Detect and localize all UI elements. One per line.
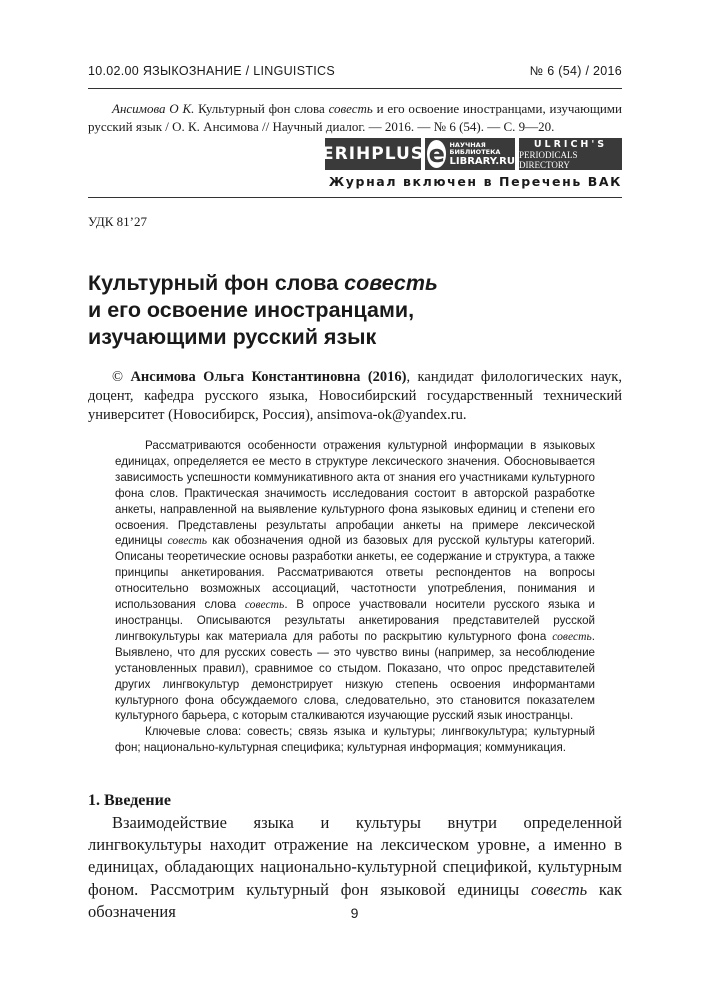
ulrichs-logo: ULRICH'S PERIODICALS DIRECTORY: [519, 138, 622, 170]
abstract-text: Рассматриваются особенности отражения культурной информации в языковых единицах, определяется ее место в структуре лексического значения. Обосновывается зависимость успешности коммуникативного акта от знания его участниками культурного фона слов. Практическая значимость исследования состоит в авторской разработке анкеты, направленной на выявление культурного фона языковых единиц и степени его освоения. Представлены результаты апробации анкеты на примере лексической единицы совесть как обозначения одной из базовых для русской культуры категорий. Описаны теоретические основы разработки анкеты, ее содержание и структура, а также принципы анкетирования. Рассматриваются ответы респондентов на вопросы относительно возможных ассоциаций, частотности употребления, понимания и использования слова совесть. В опросе участвовали носители русского языка и иностранцы. Описываются результаты анкетирования представителей русской лингвокультуры как материала для работы по раскрытию культурного фона совесть. Выявлено, что для русских совесть — это чувство вины (например, за несоблюдение установленных правил), сравнимое со стыдом. Показано, что опрос представителей других лингвокультур демонстрирует низкую степень освоения информантами культурного фона обсуждаемого слова, следовательно, это становится показателем культурного барьера, с которым сталкиваются изучающие русский язык иностранцы.: [115, 439, 595, 723]
header-rule: [88, 88, 622, 89]
citation: Ансимова О К. Культурный фон слова совесть и его освоение иностранцами, изучающими русский язык / О. К. Ансимова // Научный диалог. — 2016. — № 6 (54). — С. 9—20.: [88, 101, 622, 134]
vak-rule: [88, 197, 622, 198]
page-number: 9: [350, 905, 359, 921]
header-section: 10.02.00 ЯЗЫКОЗНАНИЕ / LINGUISTICS: [88, 64, 336, 78]
body-paragraph: Взаимодействие языка и культуры внутри определенной лингвокультуры находит отражение на лексическом уровне, а именно в единицах, обладающих национально-культурной спецификой, культурным фоном. Рассмотрим культурный фон языковой единицы совесть как обозначения: [88, 813, 622, 921]
header-issue: № 6 (54) / 2016: [529, 64, 622, 78]
elibrary-logo: e НАУЧНАЯ БИБЛИОТЕКА LIBRARY.RU: [425, 138, 515, 170]
udk-code: УДК 81’27: [88, 214, 148, 229]
elibrary-e-icon: e: [428, 140, 445, 168]
vak-notice: Журнал включен в Перечень ВАК: [328, 174, 622, 189]
running-header: [88, 64, 622, 78]
abstract: [115, 438, 595, 756]
citation-author: Ансимова О К.: [112, 101, 195, 116]
indexing-logos: [322, 138, 622, 170]
author-info: © Ансимова Ольга Константиновна (2016), кандидат филологических наук, доцент, кафедра русского языка, Новосибирский государственный технический университет (Новосибирск, Россия), ansimova-ok@yandex.ru.: [88, 369, 622, 423]
keywords: Ключевые слова: совесть; связь языка и культуры; лингвокультура; культурный фон; национально-культурная специфика; культурная информация; коммуникация.: [115, 725, 595, 755]
section-heading: 1. Введение: [88, 792, 171, 809]
article-title: Культурный фон слова совесть и его освоение иностранцами, изучающими русский язык: [88, 271, 438, 349]
author-name: Ансимова Ольга Константиновна (2016): [130, 369, 407, 385]
erihplus-logo: ERIHPLUS: [325, 138, 421, 170]
citation-keyword: совесть: [328, 101, 373, 116]
